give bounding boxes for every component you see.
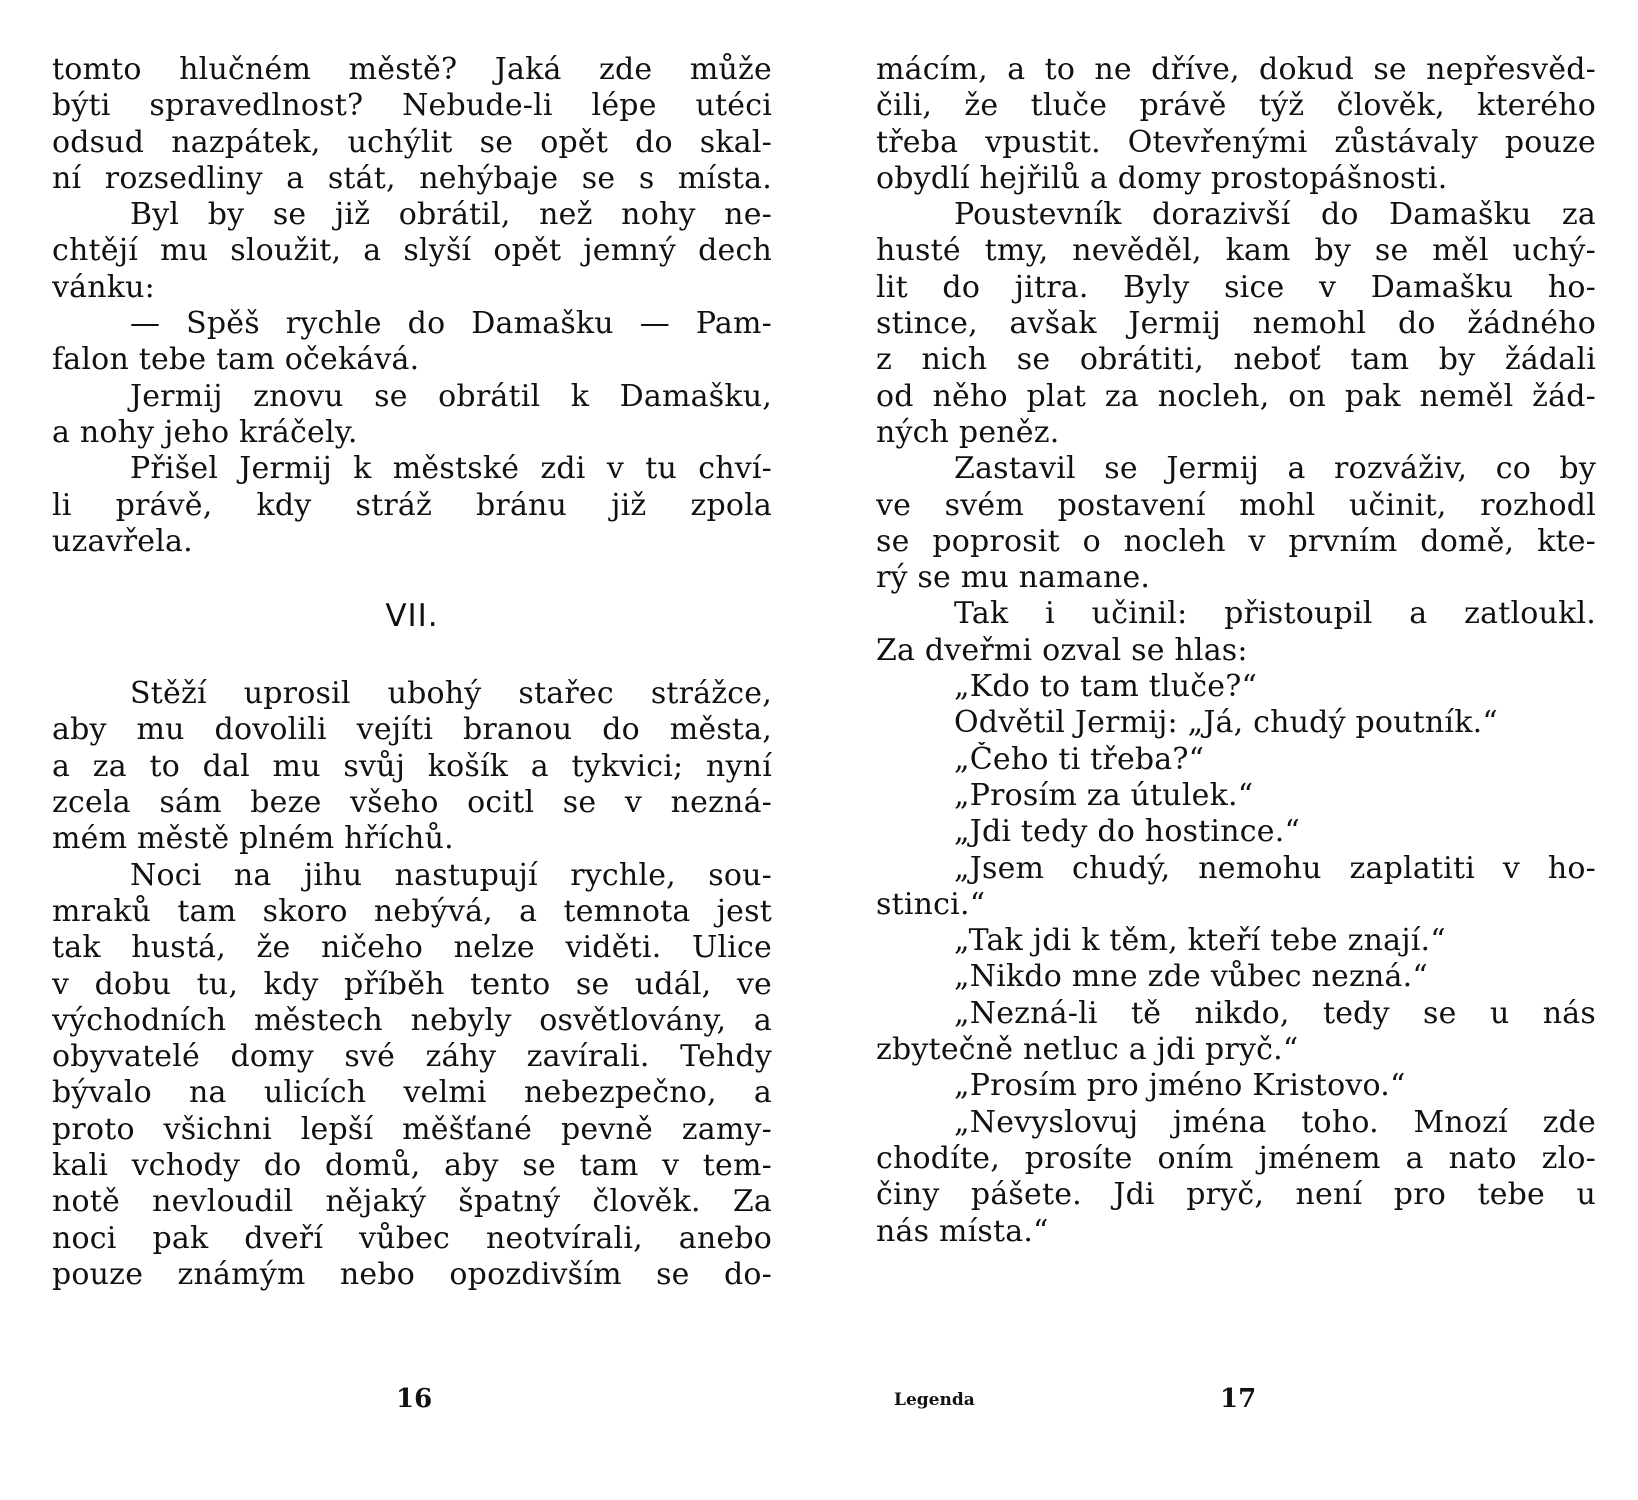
text-line: pouze známým nebo opozdivším se do- — [52, 1256, 772, 1292]
dialogue-line: „Jdi tedy do hostince.“ — [954, 814, 1300, 850]
text-line: se poprosit o nocleh v prvním domě, kte- — [876, 523, 1596, 559]
text-line: Poustevník dorazivší do Damašku za — [954, 197, 1596, 233]
text-line: bývalo na ulicích velmi nebezpečno, a — [52, 1075, 772, 1111]
text-line: mácím, a to ne dříve, dokud se nepřesvěd- — [876, 52, 1596, 87]
text-line: falon tebe tam očekává. — [52, 342, 420, 378]
text-line: v dobu tu, kdy příběh tento se udál, ve — [52, 966, 772, 1002]
text-line: li právě, kdy stráž bránu již zpola — [52, 487, 772, 523]
signature-mark: Legenda — [894, 1390, 975, 1410]
text-line: nás místa.“ — [876, 1213, 1049, 1249]
text-line: noci pak dveří vůbec neotvírali, anebo — [52, 1220, 772, 1256]
text-line: kali vchody do domů, aby se tam v tem- — [52, 1148, 772, 1184]
text-line: „Jsem chudý, nemohu zaplatiti v ho- — [954, 850, 1596, 886]
dialogue-line: „Prosím pro jméno Kristovo.“ — [954, 1068, 1406, 1104]
text-line: tak hustá, že ničeho nelze viděti. Ulice — [52, 930, 772, 966]
text-line: ných peněz. — [876, 414, 1060, 450]
text-line: Zastavil se Jermij a rozváživ, co by — [954, 451, 1596, 487]
dialogue-line: Odvětil Jermij: „Já, chudý poutník.“ — [954, 705, 1498, 741]
text-line: činy pášete. Jdi pryč, není pro tebe u — [876, 1177, 1596, 1213]
text-line: stinci.“ — [876, 886, 986, 922]
text-line: mém městě plném hříchů. — [52, 821, 454, 857]
text-line: mraků tam skoro nebývá, a temnota jest — [52, 893, 772, 929]
text-line: proto všichni lepší měšťané pevně zamy- — [52, 1111, 772, 1147]
text-line: notě nevloudil nějaký špatný člověk. Za — [52, 1184, 772, 1220]
text-line: Byl by se již obrátil, než nohy ne- — [130, 197, 772, 233]
text-line: ve svém postavení mohl učinit, rozhodl — [876, 487, 1596, 523]
text-line: východních městech nebyly osvětlovány, a — [52, 1002, 772, 1038]
chapter-heading: VII. — [385, 598, 439, 635]
text-line: husté tmy, nevěděl, kam by se měl uchý- — [876, 233, 1596, 269]
text-line: Noci na jihu nastupují rychle, sou- — [130, 857, 772, 893]
text-line: obyvatelé domy své záhy zavírali. Tehdy — [52, 1039, 772, 1075]
text-line: Jermij znovu se obrátil k Damašku, — [130, 378, 772, 414]
page-number: 17 — [1220, 1384, 1257, 1414]
text-line: z nich se obrátiti, neboť tam by žádali — [876, 342, 1596, 378]
text-line: zbytečně netluc a jdi pryč.“ — [876, 1032, 1299, 1068]
text-line: ní rozsedliny a stát, nehýbaje se s místa. — [52, 160, 772, 196]
text-line: od něho plat za nocleh, on pak neměl žád- — [876, 378, 1596, 414]
dialogue-line: „Tak jdi k těm, kteří tebe znají.“ — [954, 923, 1446, 959]
text-line: uzavřela. — [52, 523, 193, 559]
text-line: „Nevyslovuj jména toho. Mnozí zde — [954, 1104, 1596, 1140]
text-line: — Spěš rychle do Damašku — Pam- — [130, 306, 772, 342]
text-line: chodíte, prosíte oním jménem a nato zlo- — [876, 1140, 1596, 1176]
text-line: čili, že tluče právě týž člověk, kterého — [876, 88, 1596, 124]
text-line: býti spravedlnost? Nebude-li lépe utéci — [52, 88, 772, 124]
dialogue-line: „Kdo to tam tluče?“ — [954, 669, 1258, 705]
text-line: zcela sám beze všeho ocitl se v nezná- — [52, 785, 772, 821]
left-page — [52, 52, 772, 1293]
text-line: „Nezná-li tě nikdo, tedy se u nás — [954, 995, 1596, 1031]
text-line: tomto hlučném městě? Jaká zde může — [52, 52, 772, 87]
dialogue-line: „Nikdo mne zde vůbec nezná.“ — [954, 959, 1428, 995]
dialogue-line: „Čeho ti třeba?“ — [954, 741, 1205, 777]
text-line: Stěží uprosil ubohý stařec strážce, — [130, 676, 772, 712]
text-line: Přišel Jermij k městské zdi v tu chví- — [130, 451, 772, 487]
text-line: aby mu dovolili vejíti branou do města, — [52, 712, 772, 748]
text-line: lit do jitra. Byly sice v Damašku ho- — [876, 269, 1596, 305]
text-line: a za to dal mu svůj košík a tykvici; nyní — [52, 748, 772, 784]
text-line: a nohy jeho kráčely. — [52, 414, 358, 450]
page-number: 16 — [396, 1384, 433, 1414]
text-line: rý se mu namane. — [876, 560, 1151, 596]
text-line: vánku: — [52, 269, 155, 305]
dialogue-line: „Prosím za útulek.“ — [954, 777, 1254, 813]
text-line: třeba vpustit. Otevřenými zůstávaly pouze — [876, 124, 1596, 160]
text-line: odsud nazpátek, uchýlit se opět do skal- — [52, 124, 772, 160]
right-page — [876, 52, 1596, 1250]
text-line: Za dveřmi ozval se hlas: — [876, 632, 1248, 668]
text-line: chtějí mu sloužit, a slyší opět jemný dech — [52, 233, 772, 269]
text-line: Tak i učinil: přistoupil a zatloukl. — [954, 596, 1596, 632]
text-line: stince, avšak Jermij nemohl do žádného — [876, 306, 1596, 342]
text-line: obydlí hejřilů a domy prostopášnosti. — [876, 160, 1448, 196]
